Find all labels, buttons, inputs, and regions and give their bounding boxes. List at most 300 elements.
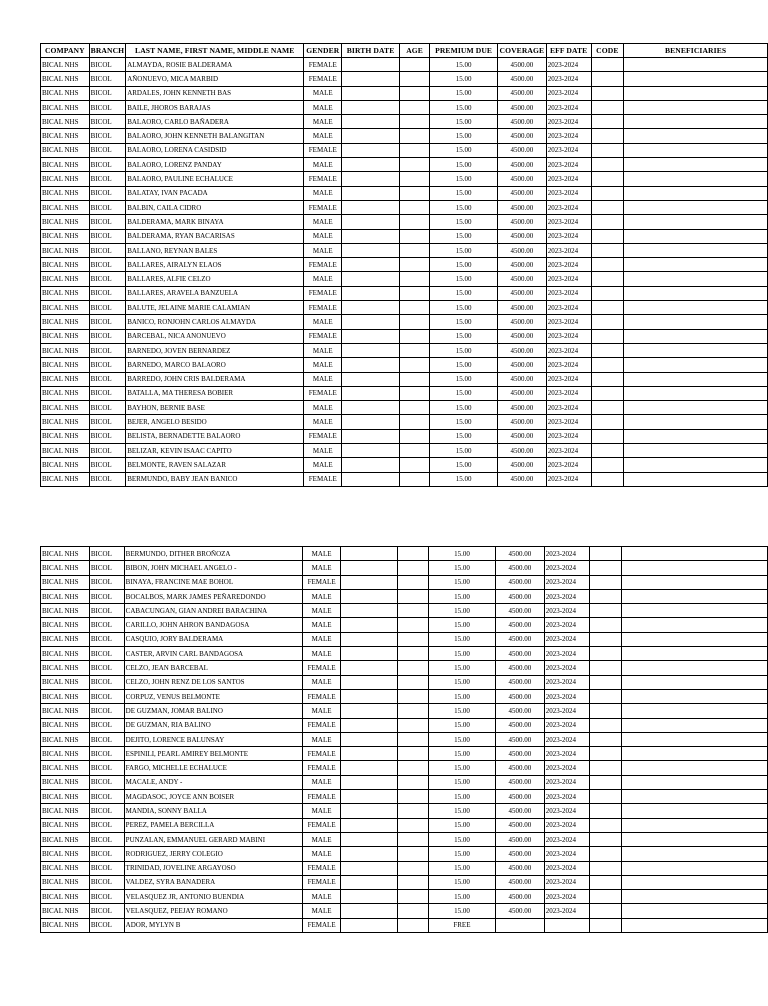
cell-age [399, 301, 429, 315]
table-row [41, 243, 768, 257]
cell-birth-date [342, 358, 400, 372]
cell-coverage: 4500.00 [496, 561, 545, 575]
cell-name: RODRIGUEZ, JERRY COLEGIO [124, 847, 302, 861]
header-code: CODE [591, 44, 624, 58]
cell-eff-date: 2023-2024 [544, 761, 589, 775]
cell-beneficiaries [624, 86, 768, 100]
table-row [41, 301, 768, 315]
cell-branch: BICOL [89, 301, 126, 315]
roster-table-page-2 [40, 546, 768, 933]
cell-coverage: 4500.00 [496, 875, 545, 889]
cell-birth-date [341, 547, 398, 561]
cell-gender: MALE [303, 832, 341, 846]
cell-beneficiaries [622, 632, 768, 646]
cell-premium-due: 15.00 [430, 243, 498, 257]
cell-beneficiaries [622, 661, 768, 675]
cell-name: BALAORO, JOHN KENNETH BALANGITAN [126, 129, 304, 143]
cell-name: BINAYA, FRANCINE MAE BOHOL [124, 575, 302, 589]
cell-name: BALDERAMA, RYAN BACARISAS [126, 229, 304, 243]
cell-coverage: 4500.00 [497, 229, 546, 243]
cell-name: CORPUZ, VENUS BELMONTE [124, 689, 302, 703]
cell-coverage: 4500.00 [496, 589, 545, 603]
cell-name: BALUTE, JELAINE MARIE CALAMIAN [126, 301, 304, 315]
cell-gender: MALE [304, 458, 342, 472]
cell-age [399, 86, 429, 100]
cell-coverage: 4500.00 [496, 790, 545, 804]
cell-company: BICAL NHS [41, 143, 90, 157]
cell-eff-date: 2023-2024 [544, 847, 589, 861]
cell-branch: BICOL [89, 129, 126, 143]
cell-code [591, 458, 624, 472]
cell-beneficiaries [624, 215, 768, 229]
cell-name: PEREZ, PAMELA BERCILLA [124, 818, 302, 832]
cell-birth-date [342, 343, 400, 357]
cell-coverage: 4500.00 [497, 172, 546, 186]
cell-age [399, 458, 429, 472]
cell-name: BARCEBAL, NICA ANONUEVO [126, 329, 304, 343]
cell-gender: MALE [304, 401, 342, 415]
table-row [41, 589, 768, 603]
cell-age [399, 343, 429, 357]
table-row [41, 775, 768, 789]
cell-gender: MALE [304, 243, 342, 257]
table-row [41, 100, 768, 114]
cell-premium-due: 15.00 [428, 747, 495, 761]
cell-beneficiaries [624, 172, 768, 186]
cell-company: BICAL NHS [41, 286, 90, 300]
cell-branch: BICOL [89, 243, 126, 257]
cell-beneficiaries [624, 158, 768, 172]
cell-eff-date: 2023-2024 [544, 647, 589, 661]
cell-age [398, 689, 429, 703]
cell-beneficiaries [624, 258, 768, 272]
cell-name: DEJITO, LORENCE BALUNSAY [124, 732, 302, 746]
cell-gender: MALE [304, 315, 342, 329]
cell-gender: MALE [304, 215, 342, 229]
table-row [41, 286, 768, 300]
cell-age [399, 100, 429, 114]
cell-gender: MALE [303, 547, 341, 561]
cell-age [399, 200, 429, 214]
cell-birth-date [341, 589, 398, 603]
cell-branch: BICOL [89, 832, 124, 846]
cell-company: BICAL NHS [41, 890, 90, 904]
table-row [41, 704, 768, 718]
cell-birth-date [341, 675, 398, 689]
cell-birth-date [342, 386, 400, 400]
cell-name: BERMUNDO, BABY JEAN BANICO [126, 472, 304, 486]
cell-birth-date [342, 372, 400, 386]
cell-beneficiaries [624, 286, 768, 300]
cell-beneficiaries [622, 575, 768, 589]
table-row [41, 401, 768, 415]
cell-premium-due: 15.00 [428, 832, 495, 846]
cell-company: BICAL NHS [41, 343, 90, 357]
cell-beneficiaries [624, 315, 768, 329]
cell-beneficiaries [622, 689, 768, 703]
cell-birth-date [342, 215, 400, 229]
cell-age [399, 258, 429, 272]
cell-age [399, 372, 429, 386]
cell-coverage: 4500.00 [497, 472, 546, 486]
cell-premium-due: 15.00 [428, 547, 495, 561]
cell-gender: MALE [304, 100, 342, 114]
cell-name: VALDEZ, SYRA BANADERA [124, 875, 302, 889]
cell-name: BALLANO, REYNAN BALES [126, 243, 304, 257]
cell-code [591, 115, 624, 129]
cell-birth-date [342, 115, 400, 129]
cell-premium-due: 15.00 [430, 200, 498, 214]
cell-premium-due: 15.00 [430, 458, 498, 472]
cell-birth-date [341, 875, 398, 889]
cell-branch: BICOL [89, 689, 124, 703]
cell-age [398, 761, 429, 775]
cell-eff-date: 2023-2024 [544, 818, 589, 832]
cell-code [589, 661, 622, 675]
table-row [41, 115, 768, 129]
cell-premium-due: 15.00 [430, 386, 498, 400]
cell-gender: MALE [303, 589, 341, 603]
header-age: AGE [399, 44, 429, 58]
cell-eff-date: 2023-2024 [546, 143, 591, 157]
cell-gender: MALE [303, 704, 341, 718]
cell-coverage: 4500.00 [496, 547, 545, 561]
header-branch: BRANCH [89, 44, 126, 58]
cell-eff-date: 2023-2024 [544, 732, 589, 746]
cell-coverage: 4500.00 [497, 444, 546, 458]
cell-name: BALAORO, LORENA CASIDSID [126, 143, 304, 157]
cell-branch: BICOL [89, 444, 126, 458]
cell-name: ARDALES, JOHN KENNETH BAS [126, 86, 304, 100]
cell-code [591, 272, 624, 286]
cell-coverage: 4500.00 [497, 401, 546, 415]
cell-eff-date: 2023-2024 [546, 186, 591, 200]
cell-birth-date [342, 329, 400, 343]
cell-gender: MALE [303, 732, 341, 746]
table-row [41, 918, 768, 932]
cell-birth-date [341, 747, 398, 761]
cell-age [399, 72, 429, 86]
cell-eff-date: 2023-2024 [546, 158, 591, 172]
cell-eff-date: 2023-2024 [546, 129, 591, 143]
cell-age [399, 286, 429, 300]
cell-premium-due: 15.00 [430, 329, 498, 343]
cell-name: CELZO, JEAN BARCEBAL [124, 661, 302, 675]
cell-code [591, 301, 624, 315]
cell-eff-date: 2023-2024 [544, 890, 589, 904]
cell-code [591, 143, 624, 157]
cell-birth-date [341, 818, 398, 832]
cell-age [399, 143, 429, 157]
cell-company: BICAL NHS [41, 875, 90, 889]
cell-code [591, 100, 624, 114]
cell-name: BELISTA, BERNADETTE BALAORO [126, 429, 304, 443]
cell-eff-date [544, 918, 589, 932]
cell-age [398, 575, 429, 589]
cell-beneficiaries [624, 58, 768, 72]
cell-premium-due: 15.00 [430, 143, 498, 157]
cell-beneficiaries [624, 301, 768, 315]
cell-coverage: 4500.00 [496, 747, 545, 761]
cell-company: BICAL NHS [41, 458, 90, 472]
cell-premium-due: 15.00 [430, 58, 498, 72]
header-row [41, 44, 768, 58]
cell-code [591, 72, 624, 86]
cell-birth-date [342, 272, 400, 286]
cell-company: BICAL NHS [41, 158, 90, 172]
cell-eff-date: 2023-2024 [544, 589, 589, 603]
cell-code [591, 472, 624, 486]
table-row [41, 472, 768, 486]
cell-age [399, 158, 429, 172]
cell-company: BICAL NHS [41, 172, 90, 186]
cell-code [591, 243, 624, 257]
cell-code [589, 618, 622, 632]
cell-eff-date: 2023-2024 [544, 832, 589, 846]
cell-name: BALAORO, LORENZ PANDAY [126, 158, 304, 172]
cell-coverage: 4500.00 [496, 647, 545, 661]
cell-code [589, 718, 622, 732]
cell-code [589, 689, 622, 703]
cell-name: BELMONTE, RAVEN SALAZAR [126, 458, 304, 472]
cell-branch: BICOL [89, 315, 126, 329]
cell-name: VELASQUEZ, PEEJAY ROMANO [124, 904, 302, 918]
cell-beneficiaries [624, 115, 768, 129]
cell-eff-date: 2023-2024 [546, 358, 591, 372]
cell-coverage: 4500.00 [496, 804, 545, 818]
table-row [41, 718, 768, 732]
cell-company: BICAL NHS [41, 372, 90, 386]
cell-company: BICAL NHS [41, 186, 90, 200]
cell-coverage: 4500.00 [497, 215, 546, 229]
cell-coverage: 4500.00 [497, 143, 546, 157]
cell-birth-date [342, 301, 400, 315]
cell-code [589, 575, 622, 589]
cell-beneficiaries [624, 358, 768, 372]
cell-gender: MALE [304, 444, 342, 458]
cell-beneficiaries [624, 272, 768, 286]
cell-eff-date: 2023-2024 [544, 632, 589, 646]
cell-name: AÑONUEVO, MICA MARBID [126, 72, 304, 86]
cell-age [398, 818, 429, 832]
cell-age [398, 747, 429, 761]
cell-branch: BICOL [89, 258, 126, 272]
cell-age [398, 589, 429, 603]
cell-birth-date [341, 732, 398, 746]
cell-branch: BICOL [89, 143, 126, 157]
table-row [41, 329, 768, 343]
cell-eff-date: 2023-2024 [546, 286, 591, 300]
cell-birth-date [342, 401, 400, 415]
cell-branch: BICOL [89, 818, 124, 832]
cell-company: BICAL NHS [41, 200, 90, 214]
cell-gender: FEMALE [303, 790, 341, 804]
cell-name: DE GUZMAN, RIA BALINO [124, 718, 302, 732]
cell-eff-date: 2023-2024 [544, 561, 589, 575]
cell-premium-due: 15.00 [428, 804, 495, 818]
cell-eff-date: 2023-2024 [544, 775, 589, 789]
cell-age [399, 429, 429, 443]
cell-birth-date [342, 458, 400, 472]
cell-gender: FEMALE [304, 143, 342, 157]
cell-gender: FEMALE [303, 818, 341, 832]
table-body-page-2 [41, 547, 768, 933]
cell-premium-due: 15.00 [428, 604, 495, 618]
cell-age [398, 832, 429, 846]
cell-gender: FEMALE [304, 286, 342, 300]
cell-gender: FEMALE [303, 861, 341, 875]
cell-coverage: 4500.00 [497, 315, 546, 329]
cell-company: BICAL NHS [41, 775, 90, 789]
cell-premium-due: 15.00 [430, 372, 498, 386]
cell-beneficiaries [624, 386, 768, 400]
cell-eff-date: 2023-2024 [546, 343, 591, 357]
cell-coverage: 4500.00 [496, 832, 545, 846]
cell-company: BICAL NHS [41, 229, 90, 243]
cell-branch: BICOL [89, 472, 126, 486]
cell-code [591, 229, 624, 243]
cell-premium-due: 15.00 [428, 618, 495, 632]
cell-branch: BICOL [89, 747, 124, 761]
cell-beneficiaries [622, 790, 768, 804]
cell-name: CASTER, ARVIN CARL BANDAGOSA [124, 647, 302, 661]
cell-code [589, 632, 622, 646]
cell-birth-date [341, 904, 398, 918]
cell-age [398, 661, 429, 675]
cell-branch: BICOL [89, 186, 126, 200]
cell-branch: BICOL [89, 72, 126, 86]
table-row [41, 661, 768, 675]
cell-coverage: 4500.00 [497, 186, 546, 200]
cell-name: BELIZAR, KEVIN ISAAC CAPITO [126, 444, 304, 458]
cell-premium-due: 15.00 [428, 632, 495, 646]
cell-gender: FEMALE [303, 875, 341, 889]
cell-code [589, 790, 622, 804]
table-row [41, 458, 768, 472]
cell-premium-due: 15.00 [430, 472, 498, 486]
cell-beneficiaries [622, 875, 768, 889]
cell-birth-date [341, 775, 398, 789]
cell-code [589, 589, 622, 603]
cell-gender: FEMALE [303, 918, 341, 932]
cell-coverage: 4500.00 [497, 358, 546, 372]
cell-branch: BICOL [89, 215, 126, 229]
cell-gender: MALE [304, 343, 342, 357]
cell-eff-date: 2023-2024 [546, 415, 591, 429]
table-row [41, 875, 768, 889]
cell-code [589, 875, 622, 889]
cell-eff-date: 2023-2024 [546, 401, 591, 415]
cell-code [591, 415, 624, 429]
cell-company: BICAL NHS [41, 604, 90, 618]
cell-name: FARGO, MICHELLE ECHALUCE [124, 761, 302, 775]
cell-coverage: 4500.00 [497, 429, 546, 443]
cell-eff-date: 2023-2024 [544, 904, 589, 918]
cell-eff-date: 2023-2024 [546, 315, 591, 329]
cell-code [591, 372, 624, 386]
cell-name: BEJER, ANGELO BESIDO [126, 415, 304, 429]
cell-birth-date [341, 632, 398, 646]
cell-gender: MALE [303, 618, 341, 632]
table-row [41, 790, 768, 804]
table-row [41, 575, 768, 589]
cell-birth-date [341, 604, 398, 618]
table-row [41, 343, 768, 357]
cell-age [399, 115, 429, 129]
cell-branch: BICOL [89, 875, 124, 889]
table-row [41, 761, 768, 775]
cell-code [589, 732, 622, 746]
cell-age [399, 243, 429, 257]
cell-coverage: 4500.00 [497, 258, 546, 272]
cell-code [591, 401, 624, 415]
cell-branch: BICOL [89, 58, 126, 72]
cell-eff-date: 2023-2024 [544, 861, 589, 875]
cell-beneficiaries [624, 243, 768, 257]
cell-name: MANDIA, SONNY BALLA [124, 804, 302, 818]
cell-gender: FEMALE [303, 661, 341, 675]
cell-name: BALBIN, CAILA CIDRO [126, 200, 304, 214]
cell-birth-date [341, 689, 398, 703]
cell-gender: MALE [303, 632, 341, 646]
cell-premium-due: 15.00 [430, 115, 498, 129]
cell-code [589, 918, 622, 932]
cell-beneficiaries [624, 72, 768, 86]
cell-code [591, 158, 624, 172]
cell-beneficiaries [622, 747, 768, 761]
cell-premium-due: 15.00 [428, 847, 495, 861]
cell-eff-date: 2023-2024 [546, 372, 591, 386]
cell-age [399, 215, 429, 229]
cell-branch: BICOL [89, 458, 126, 472]
cell-coverage: 4500.00 [496, 675, 545, 689]
cell-eff-date: 2023-2024 [544, 575, 589, 589]
cell-coverage: 4500.00 [496, 775, 545, 789]
cell-coverage: 4500.00 [496, 847, 545, 861]
table-row [41, 675, 768, 689]
cell-gender: MALE [304, 229, 342, 243]
cell-branch: BICOL [89, 647, 124, 661]
cell-coverage: 4500.00 [496, 732, 545, 746]
cell-eff-date: 2023-2024 [546, 58, 591, 72]
cell-code [591, 129, 624, 143]
cell-eff-date: 2023-2024 [544, 604, 589, 618]
cell-branch: BICOL [89, 775, 124, 789]
cell-age [398, 675, 429, 689]
cell-birth-date [342, 286, 400, 300]
cell-branch: BICOL [89, 415, 126, 429]
cell-beneficiaries [624, 200, 768, 214]
cell-eff-date: 2023-2024 [544, 718, 589, 732]
cell-eff-date: 2023-2024 [546, 86, 591, 100]
cell-name: BERMUNDO, DITHER BROÑOZA [124, 547, 302, 561]
cell-birth-date [341, 704, 398, 718]
cell-name: CELZO, JOHN RENZ DE LOS SANTOS [124, 675, 302, 689]
table-row [41, 186, 768, 200]
cell-company: BICAL NHS [41, 444, 90, 458]
cell-age [398, 561, 429, 575]
cell-branch: BICOL [89, 918, 124, 932]
table-body-page-1 [41, 58, 768, 487]
cell-gender: FEMALE [304, 200, 342, 214]
cell-company: BICAL NHS [41, 632, 90, 646]
table-row [41, 861, 768, 875]
cell-eff-date: 2023-2024 [546, 458, 591, 472]
cell-premium-due: 15.00 [430, 343, 498, 357]
cell-gender: MALE [304, 129, 342, 143]
cell-branch: BICOL [89, 718, 124, 732]
cell-coverage: 4500.00 [497, 343, 546, 357]
